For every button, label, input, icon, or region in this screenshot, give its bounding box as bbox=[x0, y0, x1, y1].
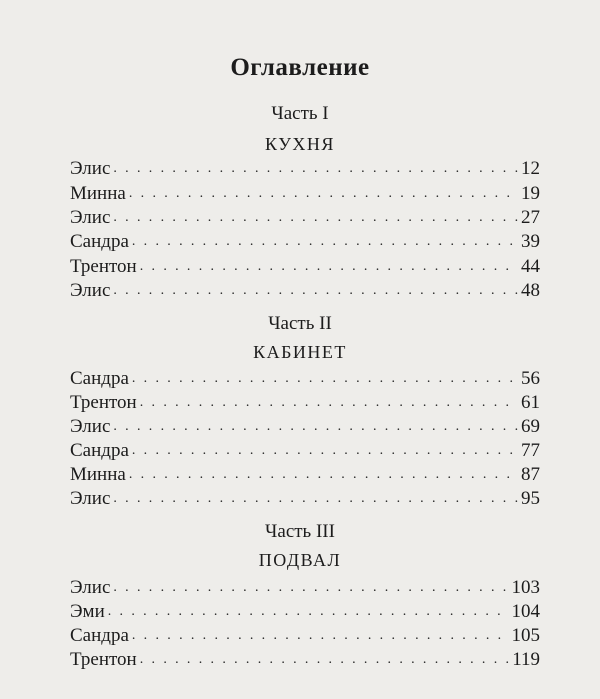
chapter-name: Минна bbox=[70, 183, 126, 204]
chapter-name: Эми bbox=[70, 601, 105, 622]
toc-entry bbox=[70, 206, 540, 230]
page-number: 95 bbox=[521, 488, 540, 509]
dot-leader bbox=[140, 648, 509, 672]
toc-entry bbox=[70, 255, 540, 279]
toc-entry bbox=[70, 230, 540, 254]
dot-leader bbox=[129, 463, 518, 487]
dot-leader bbox=[113, 487, 518, 511]
page-number: 103 bbox=[511, 577, 540, 598]
dot-leader bbox=[113, 415, 518, 439]
chapter-name: Минна bbox=[70, 464, 126, 485]
chapter-name: Сандра bbox=[70, 625, 129, 646]
page-number: 69 bbox=[521, 416, 540, 437]
dot-leader bbox=[108, 600, 509, 624]
dot-leader bbox=[113, 576, 508, 600]
dot-leader bbox=[113, 206, 518, 230]
dot-leader bbox=[132, 230, 518, 254]
toc-entry bbox=[70, 279, 540, 303]
page-number: 48 bbox=[521, 280, 540, 301]
page-number: 44 bbox=[521, 256, 540, 277]
chapter-name: Элис bbox=[70, 488, 111, 509]
page-number: 104 bbox=[511, 601, 540, 622]
toc-entry bbox=[70, 439, 540, 463]
dot-leader bbox=[113, 157, 518, 181]
page-number: 119 bbox=[512, 649, 540, 670]
toc-entry bbox=[70, 391, 540, 415]
chapter-name: Сандра bbox=[70, 440, 129, 461]
toc-entry bbox=[70, 367, 540, 391]
page-title: Оглавление bbox=[230, 54, 370, 81]
dot-leader bbox=[132, 439, 518, 463]
page-number: 77 bbox=[521, 440, 540, 461]
chapter-name: Элис bbox=[70, 416, 111, 437]
toc-entry bbox=[70, 182, 540, 206]
chapter-name: Элис bbox=[70, 280, 111, 301]
toc-entry bbox=[70, 648, 540, 672]
part-label: Часть III bbox=[265, 521, 335, 542]
page-number: 56 bbox=[521, 368, 540, 389]
page-number: 12 bbox=[521, 158, 540, 179]
part-title: ПОДВАЛ bbox=[258, 550, 342, 570]
chapter-name: Элис bbox=[70, 577, 111, 598]
part-label: Часть I bbox=[271, 103, 329, 124]
dot-leader bbox=[140, 391, 518, 415]
toc-entry bbox=[70, 157, 540, 181]
dot-leader bbox=[113, 279, 518, 303]
chapter-name: Трентон bbox=[70, 649, 137, 670]
dot-leader bbox=[132, 624, 509, 648]
chapter-name: Элис bbox=[70, 207, 111, 228]
part-label: Часть II bbox=[268, 313, 332, 334]
toc-entry bbox=[70, 624, 540, 648]
page-number: 39 bbox=[521, 231, 540, 252]
part-title: КАБИНЕТ bbox=[253, 342, 347, 362]
chapter-name: Сандра bbox=[70, 368, 129, 389]
page-number: 19 bbox=[521, 183, 540, 204]
page-number: 61 bbox=[521, 392, 540, 413]
toc-entry bbox=[70, 487, 540, 511]
dot-leader bbox=[132, 367, 518, 391]
dot-leader bbox=[140, 255, 518, 279]
chapter-name: Трентон bbox=[70, 392, 137, 413]
part-title: КУХНЯ bbox=[265, 134, 335, 154]
page-number: 87 bbox=[521, 464, 540, 485]
toc-entry bbox=[70, 600, 540, 624]
chapter-name: Сандра bbox=[70, 231, 129, 252]
chapter-name: Элис bbox=[70, 158, 111, 179]
dot-leader bbox=[129, 182, 518, 206]
page-number: 105 bbox=[511, 625, 540, 646]
toc-entry bbox=[70, 576, 540, 600]
toc-entry bbox=[70, 463, 540, 487]
toc-entry bbox=[70, 415, 540, 439]
page-number: 27 bbox=[521, 207, 540, 228]
chapter-name: Трентон bbox=[70, 256, 137, 277]
